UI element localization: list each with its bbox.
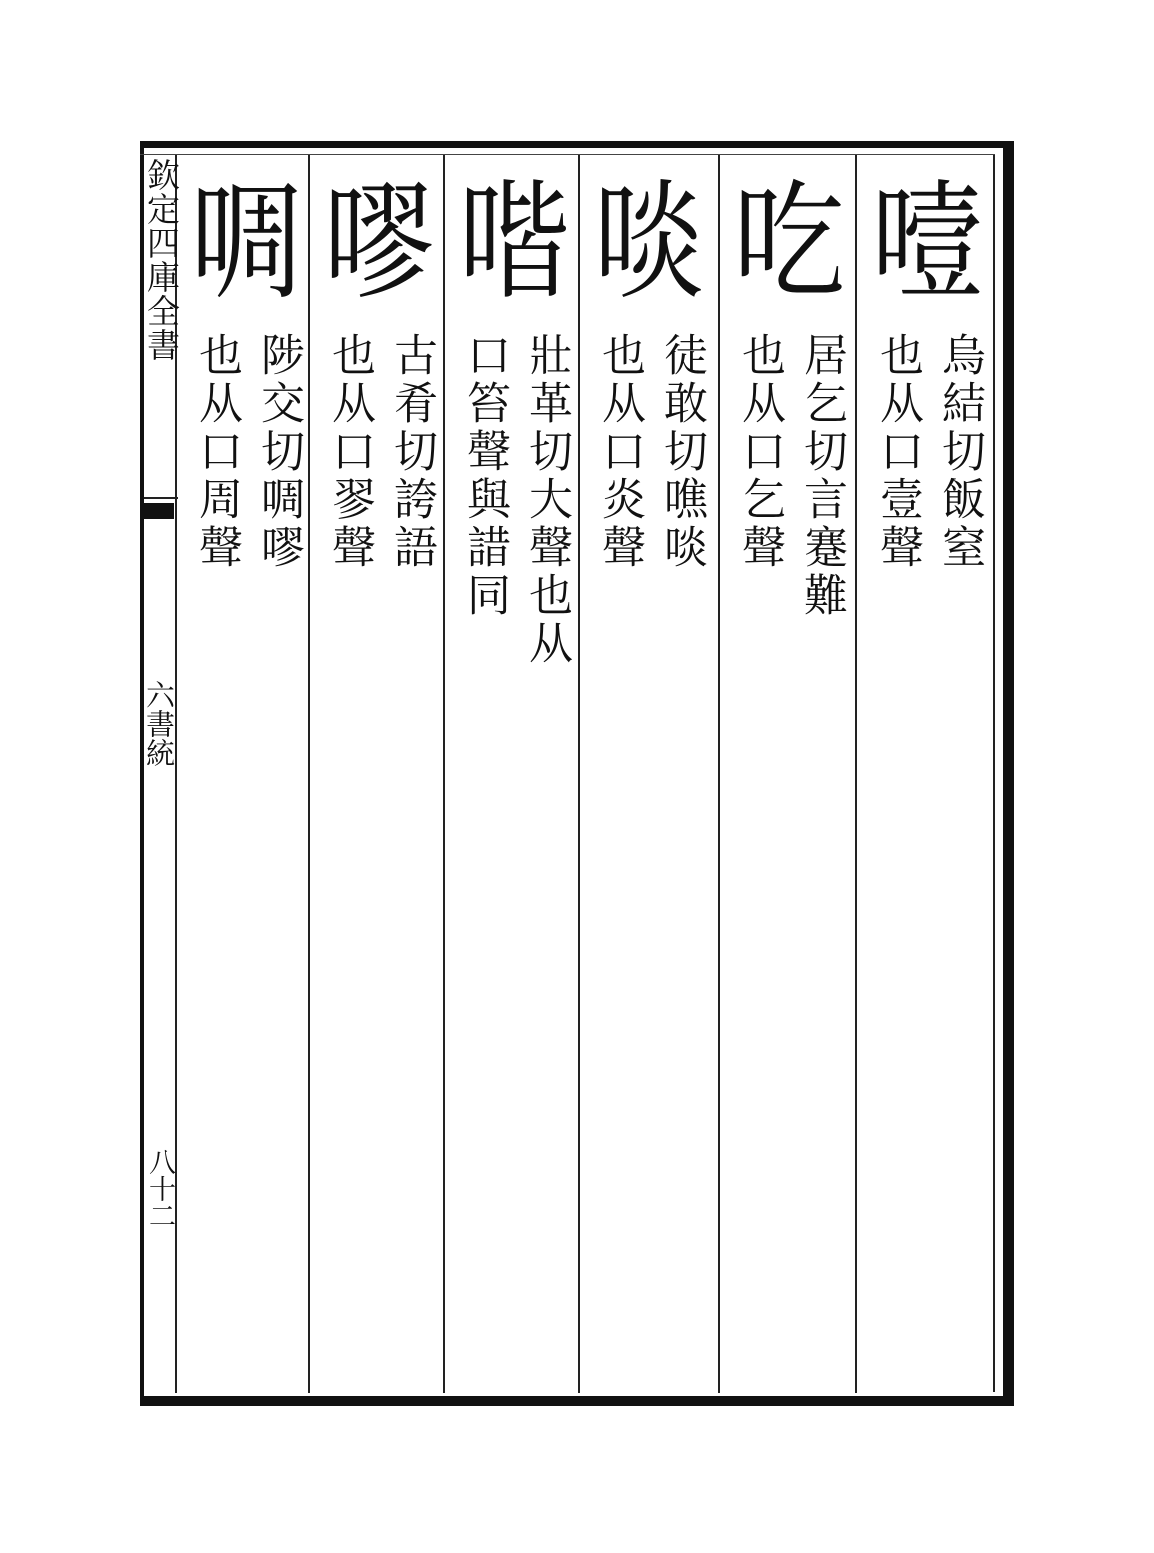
margin-divider xyxy=(144,497,178,499)
gloss-line: 也从口周聲 xyxy=(191,332,242,572)
dictionary-entry xyxy=(177,160,315,1390)
margin-collection-title: 欽定四庫全書 xyxy=(142,158,181,362)
dictionary-entry xyxy=(858,160,996,1390)
gloss-line: 居乞切言蹇難 xyxy=(796,332,847,620)
gloss-line: 口笞聲與諎同 xyxy=(459,332,510,620)
gloss-line: 也从口翏聲 xyxy=(324,332,375,572)
dictionary-entry xyxy=(580,160,718,1390)
gloss-line: 也从口壹聲 xyxy=(872,332,923,572)
margin-fishtail-mark xyxy=(144,503,174,519)
frame-right-border xyxy=(1003,141,1014,1406)
gloss-line: 也从口炎聲 xyxy=(594,332,645,572)
margin-book-title: 六書統 xyxy=(142,680,176,767)
gloss-line: 烏結切飯窒 xyxy=(934,332,985,572)
seal-script-headword: 啁 xyxy=(190,167,302,318)
margin-page-number: 八十二 xyxy=(144,1148,175,1229)
gloss-line: 也从口乞聲 xyxy=(734,332,785,572)
frame-bottom-border xyxy=(140,1396,1014,1406)
seal-script-headword: 吃 xyxy=(733,167,845,318)
seal-script-headword: 喈 xyxy=(458,167,570,318)
gloss-line: 陟交切啁嘐 xyxy=(253,332,304,572)
gloss-line: 古肴切誇語 xyxy=(386,332,437,572)
seal-script-headword: 啖 xyxy=(593,167,705,318)
dictionary-entry xyxy=(310,160,448,1390)
seal-script-headword: 嘐 xyxy=(323,167,435,318)
dictionary-entry xyxy=(445,160,583,1390)
gloss-line: 徒敢切噍啖 xyxy=(656,332,707,572)
seal-script-headword: 噎 xyxy=(871,167,983,318)
dictionary-entry xyxy=(720,160,858,1390)
gloss-line: 壯革切大聲也从 xyxy=(521,332,572,668)
